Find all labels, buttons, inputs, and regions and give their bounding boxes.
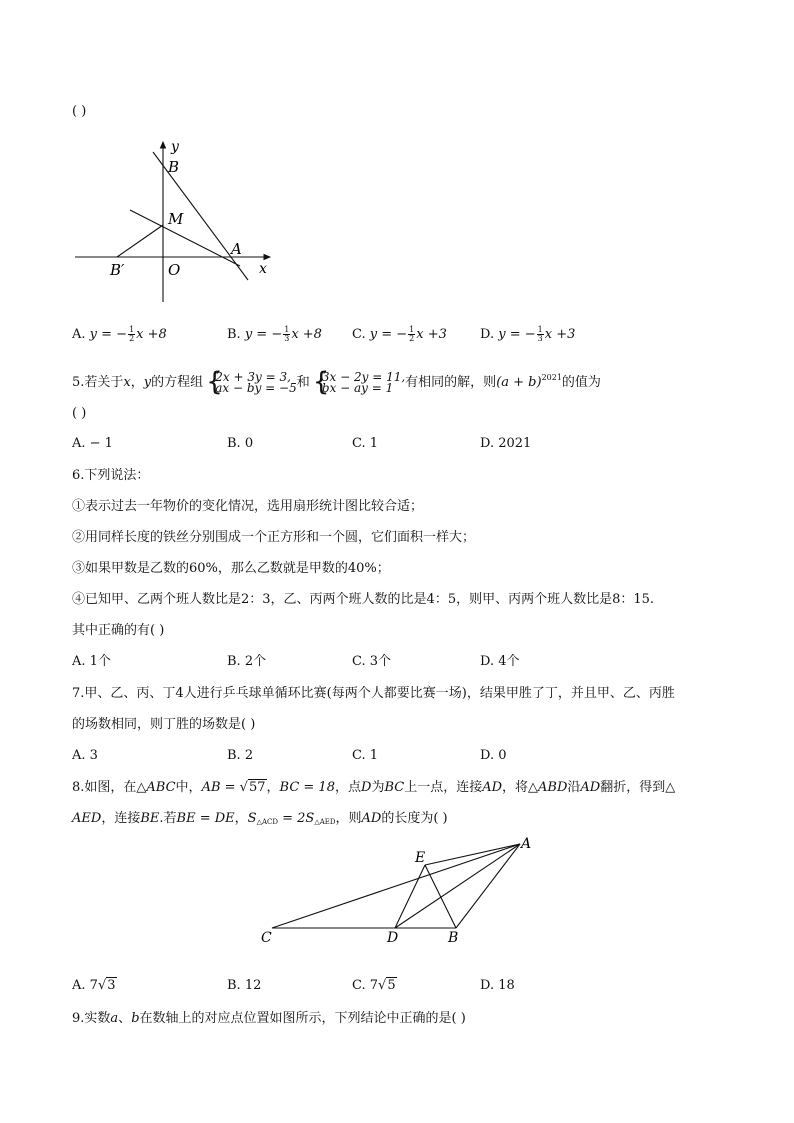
q5-option-a[interactable]: A. − 1 — [72, 436, 113, 451]
label-e: E — [415, 850, 426, 866]
label-m: M — [168, 210, 184, 228]
q6-option-c[interactable]: C. 3个 — [352, 654, 392, 669]
line-ma — [130, 210, 240, 266]
q7-option-c[interactable]: C. 1 — [352, 748, 379, 763]
label-o: O — [168, 261, 181, 279]
q4-option-d[interactable]: D. y = − $\frac{1}{3}$ x +3 — [480, 325, 576, 343]
q5-option-c[interactable]: C. 1 — [352, 436, 379, 451]
q6-options — [72, 653, 732, 671]
label-a: A — [231, 240, 242, 258]
q4-options — [72, 326, 732, 344]
q8-option-b[interactable]: B. 12 — [227, 978, 262, 993]
q4-option-a[interactable]: A. y = − $\frac{1}{2}$ x +8 — [72, 325, 167, 343]
q5-options — [72, 435, 732, 453]
q7-option-b[interactable]: B. 2 — [227, 748, 254, 763]
label-c: C — [261, 930, 272, 946]
q6-item-4: ④已知甲、乙两个班人数比是2：3，乙、丙两个班人数的比是4：5，则甲、丙两个班人数比是8：15. — [72, 592, 655, 607]
q8-option-c[interactable]: C. 7√5 — [352, 978, 396, 993]
label-b: B — [448, 930, 459, 946]
q6-option-b[interactable]: B. 2个 — [227, 654, 267, 669]
q6-item-2: ②用同样长度的铁丝分别围成一个正方形和一个圆，它们面积一样大； — [72, 530, 476, 545]
q8-options — [72, 977, 732, 995]
q7-option-a[interactable]: A. 3 — [72, 748, 98, 763]
q7-stem-line-1: 7.甲、乙、丙、丁4人进行乒乓球单循环比赛(每两个人都要比赛一场)，结果甲胜了丁，并且甲、乙、丙胜 — [72, 686, 675, 701]
q6-item-3: ③如果甲数是乙数的60%，那么乙数就是甲数的40%； — [72, 561, 390, 576]
label-b: B — [168, 158, 180, 176]
q5-stem: 5.若关于x，y的方程组 { 2x + 3y = 3, ax − by = −5 和 { 3x − 2y = 11, bx − ay = 1 有相同的解，则$(a + b)^{2021}$的值为 — [72, 366, 601, 395]
q7-option-d[interactable]: D. 0 — [480, 748, 507, 763]
q4-answer-paren: ( ) — [72, 104, 87, 119]
q8-triangle-figure — [255, 832, 545, 950]
segment-ad — [395, 844, 520, 928]
segment-ca — [272, 844, 520, 928]
q6-item-1: ①表示过去一年物价的变化情况，选用扇形统计图比较合适； — [72, 499, 424, 514]
q5-system-2: { 3x − 2y = 11, bx − ay = 1 — [314, 372, 405, 394]
label-a: A — [521, 836, 532, 852]
segment-eb — [425, 865, 456, 928]
label-x: x — [259, 261, 267, 277]
label-d: D — [387, 930, 399, 946]
label-b-prime: B′ — [110, 261, 125, 279]
segment-ab — [456, 844, 520, 928]
q6-option-d[interactable]: D. 4个 — [480, 654, 520, 669]
q8-stem-line-1: 8.如图，在△ABC中，AB = √57，BC = 18，点D为BC上一点，连接AD，将△ABD沿AD翻折，得到△ — [72, 780, 676, 795]
label-y: y — [171, 139, 179, 155]
q5-option-d[interactable]: D. 2021 — [480, 436, 532, 451]
q6-option-a[interactable]: A. 1个 — [72, 654, 111, 669]
segment-bpm — [117, 225, 163, 257]
q9-stem: 9.实数a、b在数轴上的对应点位置如图所示，下列结论中正确的是( ) — [72, 1011, 466, 1026]
q7-options — [72, 747, 732, 765]
q5-answer-paren: ( ) — [72, 406, 87, 421]
q5-system-1: { 2x + 3y = 3, ax − by = −5 — [207, 372, 296, 394]
q6-title: 6.下列说法： — [72, 468, 150, 483]
q8-option-d[interactable]: D. 18 — [480, 978, 515, 993]
q5-option-b[interactable]: B. 0 — [227, 436, 254, 451]
q8-stem-line-2: AED，连接BE.若BE = DE，$S_{\triangle ACD} = 2S_{\triangle AED}$，则AD的长度为( ) — [72, 811, 448, 826]
q4-coordinate-figure — [70, 134, 280, 306]
q4-option-c[interactable]: C. y = − $\frac{1}{2}$ x +3 — [352, 325, 447, 343]
q7-stem-line-2: 的场数相同，则丁胜的场数是( ) — [72, 717, 256, 732]
q8-option-a[interactable]: A. 7√3 — [72, 978, 116, 993]
q6-question: 其中正确的有( ) — [72, 623, 165, 638]
q4-option-b[interactable]: B. y = − $\frac{1}{3}$ x +8 — [227, 325, 322, 343]
